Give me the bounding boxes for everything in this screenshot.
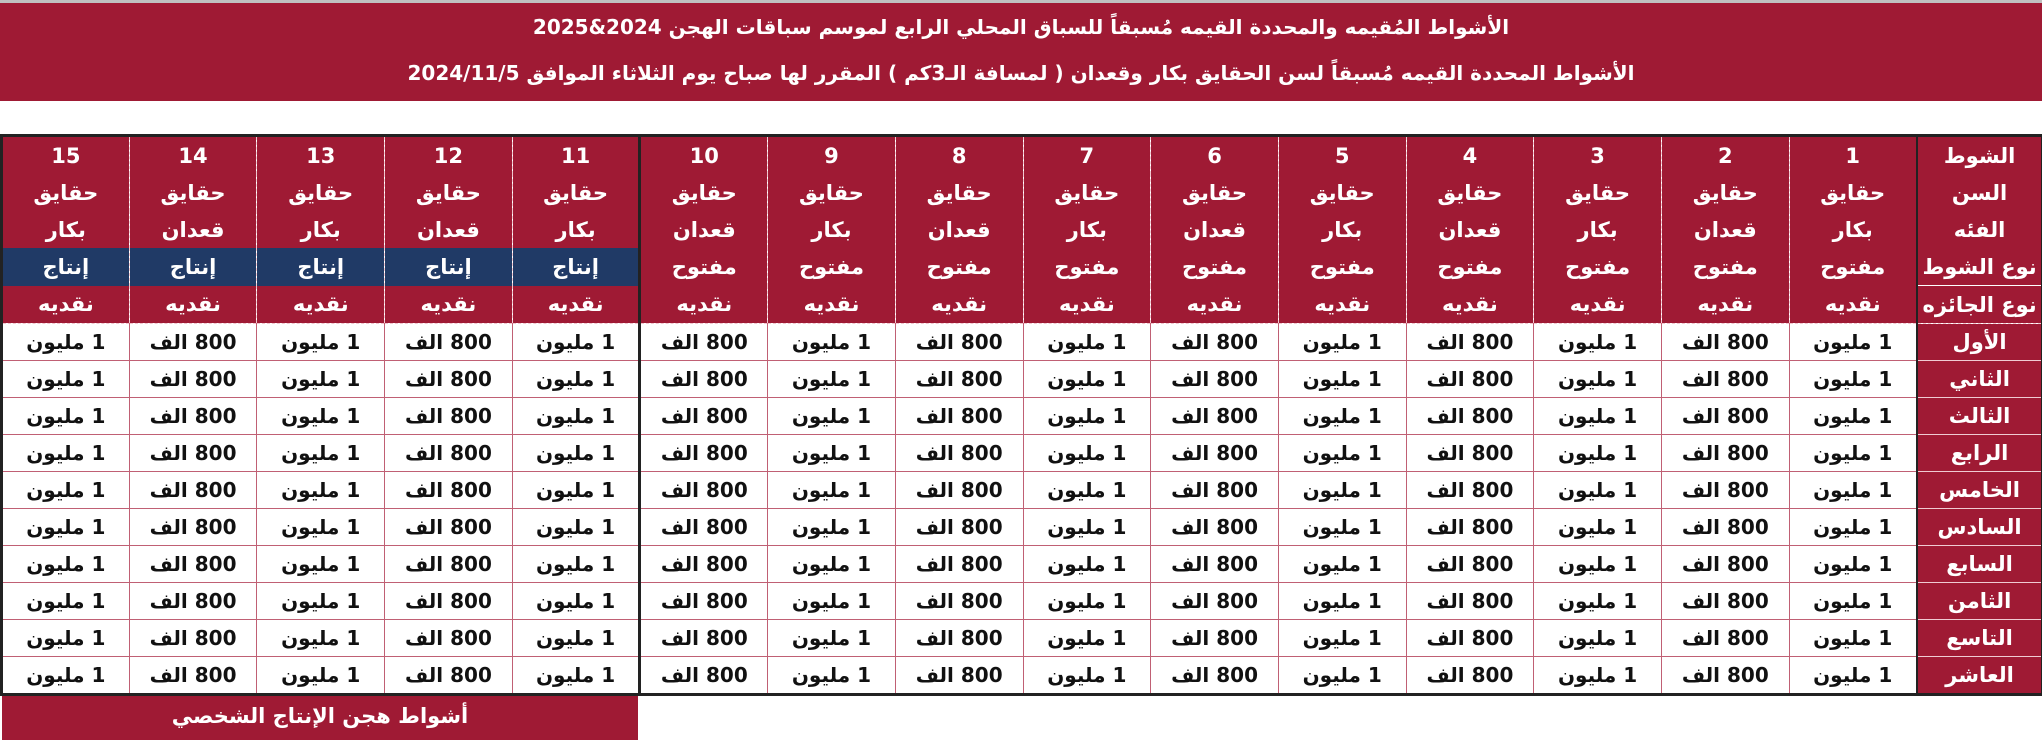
race-2-type: مفتوح bbox=[1661, 248, 1789, 286]
age-row bbox=[2, 174, 2042, 211]
prize-cell: 800 الف bbox=[1151, 324, 1279, 361]
prize-cell: 1 مليون bbox=[1789, 620, 1917, 657]
race-10-num: 10 bbox=[640, 136, 768, 175]
prize-type-row bbox=[2, 286, 2042, 324]
row-label: الفئه bbox=[1917, 211, 2042, 248]
row-label: السن bbox=[1917, 174, 2042, 211]
place-label: الثاني bbox=[1917, 361, 2042, 398]
prize-cell: 1 مليون bbox=[512, 435, 640, 472]
prize-cell: 1 مليون bbox=[768, 361, 896, 398]
prize-cell: 800 الف bbox=[640, 472, 768, 509]
prize-cell: 1 مليون bbox=[1534, 546, 1662, 583]
race-12-num: 12 bbox=[385, 136, 513, 175]
race-13-num: 13 bbox=[257, 136, 385, 175]
prize-cell: 1 مليون bbox=[1278, 472, 1406, 509]
prize-cell: 1 مليون bbox=[512, 361, 640, 398]
prize-cell: 800 الف bbox=[640, 546, 768, 583]
prize-cell: 800 الف bbox=[1661, 509, 1789, 546]
prize-cell: 800 الف bbox=[895, 324, 1023, 361]
prize-cell: 800 الف bbox=[1151, 657, 1279, 695]
race-10-age: حقايق bbox=[640, 174, 768, 211]
prize-cell: 1 مليون bbox=[1278, 324, 1406, 361]
race-6-num: 6 bbox=[1151, 136, 1279, 175]
race-8-cat: قعدان bbox=[895, 211, 1023, 248]
prize-cell: 1 مليون bbox=[1278, 435, 1406, 472]
race-2-prize: نقديه bbox=[1661, 286, 1789, 324]
prize-cell: 800 الف bbox=[1406, 583, 1534, 620]
prize-cell: 800 الف bbox=[1151, 435, 1279, 472]
prize-cell: 1 مليون bbox=[512, 546, 640, 583]
prize-cell: 800 الف bbox=[385, 361, 513, 398]
race-3-age: حقايق bbox=[1534, 174, 1662, 211]
race-7-prize: نقديه bbox=[1023, 286, 1151, 324]
row-label: نوع الجائزه bbox=[1917, 286, 2042, 324]
prize-cell: 1 مليون bbox=[1789, 398, 1917, 435]
prize-cell: 1 مليون bbox=[1023, 583, 1151, 620]
prize-cell: 800 الف bbox=[1661, 324, 1789, 361]
prize-cell: 1 مليون bbox=[512, 509, 640, 546]
race-14-num: 14 bbox=[129, 136, 257, 175]
prize-cell: 800 الف bbox=[640, 398, 768, 435]
prize-cell: 800 الف bbox=[1406, 546, 1534, 583]
prize-cell: 800 الف bbox=[1151, 361, 1279, 398]
prize-cell: 1 مليون bbox=[1534, 583, 1662, 620]
prize-cell: 1 مليون bbox=[1278, 509, 1406, 546]
race-type-row bbox=[2, 248, 2042, 286]
race-4-cat: قعدان bbox=[1406, 211, 1534, 248]
race-4-age: حقايق bbox=[1406, 174, 1534, 211]
race-4-num: 4 bbox=[1406, 136, 1534, 175]
prize-cell: 800 الف bbox=[1151, 620, 1279, 657]
race-5-age: حقايق bbox=[1278, 174, 1406, 211]
prize-cell: 800 الف bbox=[895, 546, 1023, 583]
place-row bbox=[2, 657, 2042, 695]
prize-cell: 800 الف bbox=[385, 435, 513, 472]
prize-cell: 800 الف bbox=[129, 583, 257, 620]
prize-cell: 1 مليون bbox=[1534, 324, 1662, 361]
prize-cell: 1 مليون bbox=[512, 620, 640, 657]
prize-cell: 1 مليون bbox=[2, 657, 130, 695]
race-12-age: حقايق bbox=[385, 174, 513, 211]
place-label: العاشر bbox=[1917, 657, 2042, 695]
race-2-cat: قعدان bbox=[1661, 211, 1789, 248]
prize-cell: 800 الف bbox=[895, 509, 1023, 546]
prize-cell: 800 الف bbox=[1406, 620, 1534, 657]
place-row bbox=[2, 620, 2042, 657]
prize-cell: 1 مليون bbox=[1023, 657, 1151, 695]
prize-cell: 800 الف bbox=[895, 583, 1023, 620]
race-12-cat: قعدان bbox=[385, 211, 513, 248]
place-row bbox=[2, 361, 2042, 398]
prize-table bbox=[0, 134, 2042, 696]
prize-cell: 800 الف bbox=[129, 509, 257, 546]
prize-cell: 1 مليون bbox=[257, 546, 385, 583]
prize-cell: 800 الف bbox=[895, 398, 1023, 435]
prize-cell: 800 الف bbox=[1406, 361, 1534, 398]
prize-cell: 1 مليون bbox=[257, 435, 385, 472]
personal-production-label: أشواط هجن الإنتاج الشخصي bbox=[2, 696, 638, 740]
prize-cell: 800 الف bbox=[640, 620, 768, 657]
race-6-type: مفتوح bbox=[1151, 248, 1279, 286]
place-row bbox=[2, 546, 2042, 583]
prize-cell: 1 مليون bbox=[1789, 324, 1917, 361]
prize-cell: 800 الف bbox=[895, 620, 1023, 657]
prize-cell: 800 الف bbox=[895, 361, 1023, 398]
prize-cell: 800 الف bbox=[640, 435, 768, 472]
race-11-type: إنتاج bbox=[512, 248, 640, 286]
race-6-prize: نقديه bbox=[1151, 286, 1279, 324]
prize-cell: 1 مليون bbox=[1789, 361, 1917, 398]
prize-cell: 1 مليون bbox=[1534, 509, 1662, 546]
prize-cell: 1 مليون bbox=[2, 509, 130, 546]
race-7-cat: بكار bbox=[1023, 211, 1151, 248]
prize-cell: 800 الف bbox=[1406, 435, 1534, 472]
prize-cell: 1 مليون bbox=[512, 398, 640, 435]
prize-cell: 1 مليون bbox=[768, 435, 896, 472]
place-label: التاسع bbox=[1917, 620, 2042, 657]
prize-cell: 800 الف bbox=[1406, 509, 1534, 546]
prize-cell: 1 مليون bbox=[257, 509, 385, 546]
race-12-prize: نقديه bbox=[385, 286, 513, 324]
race-3-type: مفتوح bbox=[1534, 248, 1662, 286]
prize-cell: 800 الف bbox=[1406, 324, 1534, 361]
prize-cell: 800 الف bbox=[1661, 546, 1789, 583]
prize-cell: 800 الف bbox=[895, 657, 1023, 695]
race-14-age: حقايق bbox=[129, 174, 257, 211]
prize-cell: 800 الف bbox=[385, 546, 513, 583]
title-line-1: الأشواط المُقيمه والمحددة القيمه مُسبقاً للسباق المحلي الرابع لموسم سباقات الهجن 2024&2025 bbox=[0, 0, 2042, 52]
prize-cell: 800 الف bbox=[895, 435, 1023, 472]
prize-cell: 800 الف bbox=[385, 583, 513, 620]
prize-cell: 1 مليون bbox=[1023, 435, 1151, 472]
race-7-type: مفتوح bbox=[1023, 248, 1151, 286]
race-7-age: حقايق bbox=[1023, 174, 1151, 211]
prize-cell: 1 مليون bbox=[1023, 398, 1151, 435]
race-10-type: مفتوح bbox=[640, 248, 768, 286]
prize-cell: 1 مليون bbox=[768, 583, 896, 620]
prize-cell: 800 الف bbox=[129, 398, 257, 435]
place-label: السادس bbox=[1917, 509, 2042, 546]
prize-cell: 800 الف bbox=[1661, 583, 1789, 620]
race-13-cat: بكار bbox=[257, 211, 385, 248]
prize-cell: 800 الف bbox=[129, 324, 257, 361]
prize-cell: 1 مليون bbox=[1023, 620, 1151, 657]
prize-cell: 800 الف bbox=[1661, 620, 1789, 657]
prize-cell: 1 مليون bbox=[768, 620, 896, 657]
prize-cell: 800 الف bbox=[385, 324, 513, 361]
prize-cell: 800 الف bbox=[640, 324, 768, 361]
race-15-cat: بكار bbox=[2, 211, 130, 248]
prize-cell: 800 الف bbox=[1661, 398, 1789, 435]
race-5-prize: نقديه bbox=[1278, 286, 1406, 324]
prize-cell: 800 الف bbox=[385, 509, 513, 546]
prize-cell: 1 مليون bbox=[1023, 324, 1151, 361]
place-row bbox=[2, 398, 2042, 435]
prize-cell: 1 مليون bbox=[2, 398, 130, 435]
race-6-age: حقايق bbox=[1151, 174, 1279, 211]
prize-cell: 1 مليون bbox=[512, 583, 640, 620]
race-14-prize: نقديه bbox=[129, 286, 257, 324]
race-3-cat: بكار bbox=[1534, 211, 1662, 248]
prize-cell: 800 الف bbox=[1661, 472, 1789, 509]
prize-cell: 1 مليون bbox=[1534, 361, 1662, 398]
prize-cell: 1 مليون bbox=[512, 472, 640, 509]
prize-cell: 1 مليون bbox=[1278, 583, 1406, 620]
prize-cell: 1 مليون bbox=[1278, 546, 1406, 583]
race-15-age: حقايق bbox=[2, 174, 130, 211]
race-4-type: مفتوح bbox=[1406, 248, 1534, 286]
prize-cell: 800 الف bbox=[1661, 657, 1789, 695]
prize-cell: 800 الف bbox=[640, 583, 768, 620]
prize-cell: 1 مليون bbox=[257, 324, 385, 361]
race-10-prize: نقديه bbox=[640, 286, 768, 324]
prize-cell: 800 الف bbox=[1151, 509, 1279, 546]
prize-cell: 1 مليون bbox=[1534, 657, 1662, 695]
prize-cell: 1 مليون bbox=[1023, 546, 1151, 583]
prize-cell: 1 مليون bbox=[1789, 583, 1917, 620]
prize-cell: 1 مليون bbox=[1023, 509, 1151, 546]
prize-cell: 1 مليون bbox=[257, 657, 385, 695]
prize-cell: 800 الف bbox=[1661, 435, 1789, 472]
prize-cell: 800 الف bbox=[129, 435, 257, 472]
race-9-prize: نقديه bbox=[768, 286, 896, 324]
prize-cell: 1 مليون bbox=[1278, 398, 1406, 435]
prize-cell: 800 الف bbox=[129, 546, 257, 583]
place-label: السابع bbox=[1917, 546, 2042, 583]
prize-cell: 1 مليون bbox=[768, 472, 896, 509]
race-9-cat: بكار bbox=[768, 211, 896, 248]
race-4-prize: نقديه bbox=[1406, 286, 1534, 324]
prize-cell: 800 الف bbox=[1406, 472, 1534, 509]
race-1-num: 1 bbox=[1789, 136, 1917, 175]
prize-cell: 1 مليون bbox=[1278, 620, 1406, 657]
place-row bbox=[2, 324, 2042, 361]
prize-cell: 800 الف bbox=[385, 620, 513, 657]
prize-cell: 1 مليون bbox=[257, 583, 385, 620]
prize-cell: 1 مليون bbox=[1023, 361, 1151, 398]
race-11-num: 11 bbox=[512, 136, 640, 175]
prize-cell: 800 الف bbox=[385, 398, 513, 435]
place-label: الرابع bbox=[1917, 435, 2042, 472]
prize-cell: 800 الف bbox=[129, 657, 257, 695]
prize-cell: 800 الف bbox=[385, 472, 513, 509]
prize-cell: 1 مليون bbox=[257, 472, 385, 509]
race-2-num: 2 bbox=[1661, 136, 1789, 175]
prize-cell: 1 مليون bbox=[257, 398, 385, 435]
race-11-prize: نقديه bbox=[512, 286, 640, 324]
place-row bbox=[2, 583, 2042, 620]
title-line-2: الأشواط المحددة القيمه مُسبقاً لسن الحقايق بكار وقعدان ( لمسافة الـ3كم ) المقرر لها صباح يوم الثلاثاء الموافق 2024/11/5 bbox=[0, 49, 2042, 101]
prize-cell: 800 الف bbox=[385, 657, 513, 695]
race-5-cat: بكار bbox=[1278, 211, 1406, 248]
prize-cell: 1 مليون bbox=[768, 657, 896, 695]
prize-cell: 800 الف bbox=[129, 620, 257, 657]
prize-cell: 1 مليون bbox=[1789, 435, 1917, 472]
place-label: الثامن bbox=[1917, 583, 2042, 620]
prize-cell: 800 الف bbox=[129, 472, 257, 509]
prize-cell: 1 مليون bbox=[1789, 657, 1917, 695]
prize-cell: 800 الف bbox=[1151, 583, 1279, 620]
race-15-type: إنتاج bbox=[2, 248, 130, 286]
prize-cell: 1 مليون bbox=[2, 472, 130, 509]
race-13-type: إنتاج bbox=[257, 248, 385, 286]
prize-cell: 1 مليون bbox=[768, 324, 896, 361]
race-11-age: حقايق bbox=[512, 174, 640, 211]
prize-cell: 1 مليون bbox=[2, 435, 130, 472]
prize-cell: 1 مليون bbox=[2, 620, 130, 657]
race-3-num: 3 bbox=[1534, 136, 1662, 175]
prize-cell: 800 الف bbox=[640, 657, 768, 695]
race-7-num: 7 bbox=[1023, 136, 1151, 175]
race-8-age: حقايق bbox=[895, 174, 1023, 211]
race-15-num: 15 bbox=[2, 136, 130, 175]
race-number-row bbox=[2, 136, 2042, 175]
race-12-type: إنتاج bbox=[385, 248, 513, 286]
race-15-prize: نقديه bbox=[2, 286, 130, 324]
prize-cell: 1 مليون bbox=[1278, 361, 1406, 398]
race-1-age: حقايق bbox=[1789, 174, 1917, 211]
race-1-type: مفتوح bbox=[1789, 248, 1917, 286]
race-5-type: مفتوح bbox=[1278, 248, 1406, 286]
prize-cell: 1 مليون bbox=[1789, 546, 1917, 583]
prize-cell: 1 مليون bbox=[2, 324, 130, 361]
race-8-type: مفتوح bbox=[895, 248, 1023, 286]
place-row bbox=[2, 435, 2042, 472]
prize-cell: 1 مليون bbox=[257, 361, 385, 398]
race-14-cat: قعدان bbox=[129, 211, 257, 248]
prize-cell: 1 مليون bbox=[1789, 509, 1917, 546]
race-9-num: 9 bbox=[768, 136, 896, 175]
prize-cell: 1 مليون bbox=[1278, 657, 1406, 695]
prize-cell: 800 الف bbox=[640, 361, 768, 398]
prize-cell: 1 مليون bbox=[2, 546, 130, 583]
race-5-num: 5 bbox=[1278, 136, 1406, 175]
race-1-cat: بكار bbox=[1789, 211, 1917, 248]
prize-cell: 1 مليون bbox=[2, 361, 130, 398]
prize-cell: 1 مليون bbox=[1023, 472, 1151, 509]
prize-cell: 800 الف bbox=[1406, 398, 1534, 435]
prize-cell: 800 الف bbox=[1151, 546, 1279, 583]
category-row bbox=[2, 211, 2042, 248]
race-8-num: 8 bbox=[895, 136, 1023, 175]
prize-cell: 1 مليون bbox=[1534, 398, 1662, 435]
race-13-age: حقايق bbox=[257, 174, 385, 211]
prize-cell: 800 الف bbox=[640, 509, 768, 546]
race-10-cat: قعدان bbox=[640, 211, 768, 248]
race-9-age: حقايق bbox=[768, 174, 896, 211]
prize-cell: 1 مليون bbox=[512, 324, 640, 361]
place-row bbox=[2, 509, 2042, 546]
row-label: الشوط bbox=[1917, 136, 2042, 175]
prize-cell: 1 مليون bbox=[768, 546, 896, 583]
prize-cell: 800 الف bbox=[1406, 657, 1534, 695]
prize-cell: 800 الف bbox=[1151, 472, 1279, 509]
place-row bbox=[2, 472, 2042, 509]
prize-cell: 800 الف bbox=[895, 472, 1023, 509]
place-label: الأول bbox=[1917, 324, 2042, 361]
race-3-prize: نقديه bbox=[1534, 286, 1662, 324]
race-14-type: إنتاج bbox=[129, 248, 257, 286]
prize-cell: 1 مليون bbox=[1534, 472, 1662, 509]
prize-cell: 1 مليون bbox=[257, 620, 385, 657]
prize-cell: 800 الف bbox=[129, 361, 257, 398]
race-11-cat: بكار bbox=[512, 211, 640, 248]
prize-cell: 1 مليون bbox=[1789, 472, 1917, 509]
race-2-age: حقايق bbox=[1661, 174, 1789, 211]
race-6-cat: قعدان bbox=[1151, 211, 1279, 248]
place-label: الثالث bbox=[1917, 398, 2042, 435]
race-9-type: مفتوح bbox=[768, 248, 896, 286]
prize-cell: 1 مليون bbox=[768, 509, 896, 546]
race-13-prize: نقديه bbox=[257, 286, 385, 324]
row-label: نوع الشوط bbox=[1917, 248, 2042, 286]
prize-cell: 1 مليون bbox=[512, 657, 640, 695]
prize-cell: 1 مليون bbox=[1534, 620, 1662, 657]
race-1-prize: نقديه bbox=[1789, 286, 1917, 324]
place-label: الخامس bbox=[1917, 472, 2042, 509]
race-8-prize: نقديه bbox=[895, 286, 1023, 324]
prize-cell: 800 الف bbox=[1151, 398, 1279, 435]
prize-cell: 1 مليون bbox=[768, 398, 896, 435]
prize-cell: 800 الف bbox=[1661, 361, 1789, 398]
prize-cell: 1 مليون bbox=[2, 583, 130, 620]
prize-cell: 1 مليون bbox=[1534, 435, 1662, 472]
